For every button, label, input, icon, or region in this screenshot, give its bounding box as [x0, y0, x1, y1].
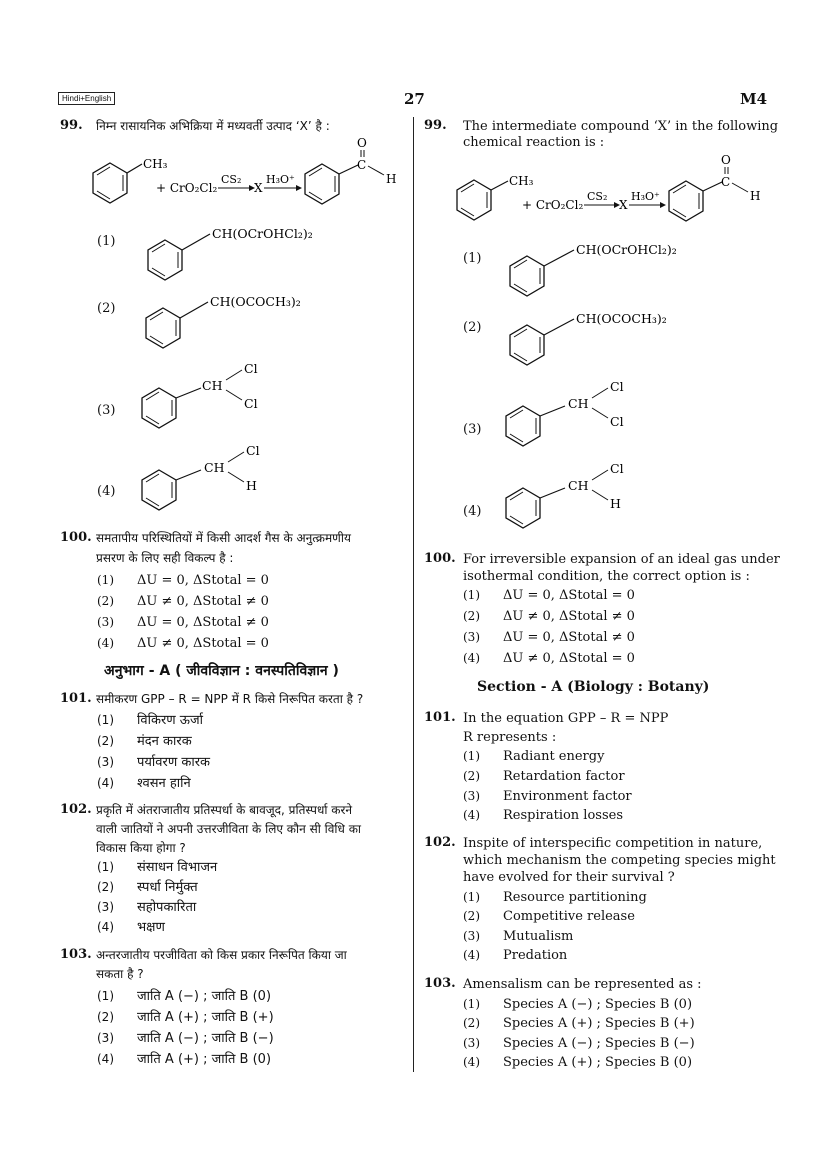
option-number: (4) — [463, 1055, 480, 1069]
question-number: 100. — [60, 530, 92, 545]
booklet-code: M4 — [740, 90, 768, 108]
cl-label: Cl — [246, 443, 260, 458]
option-text: Species A (+) ; Species B (0) — [503, 1055, 693, 1070]
substituent-label: CH(OCrOHCl₂)₂ — [576, 242, 677, 257]
option-structure[interactable] — [502, 236, 742, 306]
option[interactable] — [97, 879, 198, 896]
option-text: ΔU = 0, ΔStotal = 0 — [503, 588, 635, 603]
option[interactable] — [97, 988, 271, 1005]
option[interactable] — [97, 1009, 274, 1026]
option-text: Predation — [503, 948, 568, 963]
option-structure[interactable] — [498, 458, 658, 538]
option[interactable] — [97, 572, 269, 589]
option-text: ΔU ≠ 0, ΔStotal ≠ 0 — [503, 609, 635, 624]
reaction-scheme — [82, 135, 412, 215]
cl-label: Cl — [244, 396, 258, 411]
option[interactable] — [463, 748, 604, 765]
cs2-label: CS₂ — [221, 173, 242, 186]
option[interactable] — [463, 1054, 692, 1071]
option[interactable] — [463, 1035, 695, 1052]
c-label: C — [357, 158, 367, 172]
substituent-label: CH(OCrOHCl₂)₂ — [212, 226, 313, 241]
question-text: R represents : — [463, 730, 557, 745]
option-text: Resource partitioning — [503, 890, 647, 905]
h-label: H — [386, 172, 397, 186]
option-number: (2) — [463, 909, 480, 923]
option-number: (2) — [97, 594, 114, 608]
option[interactable] — [97, 899, 196, 916]
option-number: (2) — [97, 1010, 114, 1024]
question-text: have evolved for their survival ? — [463, 870, 675, 885]
question-text: which mechanism the competing species might — [463, 853, 776, 868]
option-text: जाति A (−) ; जाति B (0) — [137, 989, 272, 1004]
question-text: Amensalism can be represented as : — [463, 977, 702, 992]
question-text: For irreversible expansion of an ideal gas under — [463, 552, 780, 567]
option-number: (1) — [97, 713, 114, 727]
option-text: Retardation factor — [503, 769, 625, 784]
option-number: (4) — [463, 651, 480, 665]
option-structure[interactable] — [134, 440, 294, 520]
option-text: ΔU = 0, ΔStotal ≠ 0 — [137, 615, 269, 630]
option-number: (2) — [463, 609, 480, 623]
substituent-label: CH(OCOCH₃)₂ — [576, 311, 667, 326]
option-structure[interactable] — [498, 376, 658, 456]
option-number: (3) — [463, 1036, 480, 1050]
ch-label: CH — [568, 396, 589, 411]
option-text: ΔU = 0, ΔStotal ≠ 0 — [503, 630, 635, 645]
question-text: chemical reaction is : — [463, 135, 605, 150]
option-text: जाति A (−) ; जाति B (−) — [137, 1031, 274, 1046]
option[interactable] — [463, 608, 635, 625]
ch-label: CH — [204, 460, 225, 475]
option[interactable] — [97, 635, 269, 652]
option-structure[interactable] — [140, 220, 380, 290]
option-number[interactable]: (3) — [463, 422, 482, 437]
option-number[interactable]: (2) — [97, 301, 116, 316]
question-text: The intermediate compound ‘X’ in the following — [463, 119, 779, 134]
o-label: O — [721, 153, 731, 167]
option[interactable] — [463, 587, 635, 604]
option-text: Species A (−) ; Species B (−) — [503, 1036, 695, 1051]
h-label: H — [246, 478, 257, 493]
question-text: सकता है ? — [96, 967, 144, 981]
option-number: (1) — [97, 860, 114, 874]
option-number: (1) — [97, 573, 114, 587]
question-text: Inspite of interspecific competition in nature, — [463, 836, 763, 851]
option[interactable] — [463, 996, 692, 1013]
question-number: 103. — [424, 976, 456, 991]
ch-label: CH — [568, 478, 589, 493]
section-heading: Section - A (Biology : Botany) — [477, 679, 710, 695]
option-number: (4) — [97, 636, 114, 650]
option-number: (4) — [463, 808, 480, 822]
option[interactable] — [463, 650, 635, 667]
option[interactable] — [463, 947, 567, 964]
option-text: ΔU ≠ 0, ΔStotal = 0 — [137, 636, 269, 651]
h3o-label: H₃O⁺ — [631, 190, 660, 203]
option[interactable] — [97, 733, 192, 750]
h-label: H — [610, 496, 621, 511]
option-text: ΔU ≠ 0, ΔStotal = 0 — [503, 651, 635, 666]
option-text: भक्षण — [137, 920, 165, 935]
question-number: 100. — [424, 551, 456, 566]
o-label: O — [357, 136, 367, 150]
ch-label: CH — [202, 378, 223, 393]
question-text: प्रकृति में अंतराजातीय प्रतिस्पर्धा के बावजूद, प्रतिस्पर्धा करने — [96, 803, 353, 817]
option-number: (3) — [463, 630, 480, 644]
option[interactable] — [463, 768, 625, 785]
h-label: H — [750, 189, 761, 203]
option[interactable] — [463, 1015, 695, 1032]
option[interactable] — [463, 629, 635, 646]
option[interactable] — [97, 859, 217, 876]
question-text: निम्न रासायनिक अभिक्रिया में मध्यवर्ती उत्पाद ‘X’ है : — [96, 119, 330, 133]
option-text: जाति A (+) ; जाति B (+) — [137, 1010, 274, 1025]
option-text: स्पर्धा निर्मुक्त — [137, 880, 198, 895]
option-number: (3) — [463, 789, 480, 803]
option-number: (3) — [463, 929, 480, 943]
cs2-label: CS₂ — [587, 190, 608, 203]
option[interactable] — [463, 889, 647, 906]
h3o-label: H₃O⁺ — [266, 173, 295, 186]
question-number: 101. — [60, 691, 92, 706]
option-text: Respiration losses — [503, 808, 624, 823]
option-structure[interactable] — [138, 288, 378, 358]
option-number[interactable]: (3) — [97, 403, 116, 418]
cl-label: Cl — [610, 379, 624, 394]
question-number: 103. — [60, 947, 92, 962]
ch3-label: CH₃ — [509, 174, 534, 188]
question-text: isothermal condition, the correct option is : — [463, 569, 750, 584]
option-number: (2) — [463, 769, 480, 783]
option-number: (3) — [97, 1031, 114, 1045]
question-number: 102. — [60, 802, 92, 817]
option-text: Species A (−) ; Species B (0) — [503, 997, 693, 1012]
option-text: जाति A (+) ; जाति B (0) — [137, 1052, 272, 1067]
cl-label: Cl — [610, 461, 624, 476]
question-text: विकास किया होगा ? — [96, 841, 186, 855]
option[interactable] — [97, 712, 203, 729]
option-number[interactable]: (1) — [463, 251, 482, 266]
question-number: 101. — [424, 710, 456, 725]
question-number: 99. — [424, 118, 447, 133]
x-label: X — [254, 181, 263, 195]
option[interactable] — [463, 928, 573, 945]
option-number: (3) — [97, 755, 114, 769]
cl-label: Cl — [610, 414, 624, 429]
option-number: (4) — [463, 948, 480, 962]
ch3-label: CH₃ — [143, 157, 168, 171]
option-number: (4) — [97, 776, 114, 790]
reagent-label: + CrO₂Cl₂ — [156, 181, 218, 195]
option-text: Species A (+) ; Species B (+) — [503, 1016, 695, 1031]
column-divider — [413, 117, 414, 1072]
option-number: (3) — [97, 615, 114, 629]
question-text: अन्तरजातीय परजीविता को किस प्रकार निरूपित किया जा — [96, 948, 347, 962]
option-text: Radiant energy — [503, 749, 605, 764]
page-number: 27 — [404, 90, 425, 108]
question-text: प्रसरण के लिए सही विकल्प है : — [96, 551, 234, 565]
option[interactable] — [97, 593, 269, 610]
option-text: संसाधन विभाजन — [137, 860, 218, 875]
option-text: ΔU ≠ 0, ΔStotal ≠ 0 — [137, 594, 269, 609]
question-text: समतापीय परिस्थितियों में किसी आदर्श गैस के अनुत्क्रमणीय — [96, 531, 351, 545]
c-label: C — [721, 175, 731, 189]
language-tag: Hindi+English — [58, 92, 115, 105]
option-text: ΔU = 0, ΔStotal = 0 — [137, 573, 269, 588]
option-number[interactable]: (2) — [463, 320, 482, 335]
option-structure[interactable] — [502, 305, 742, 375]
option[interactable] — [463, 807, 623, 824]
question-text: वाली जातियों ने अपनी उत्तरजीविता के लिए कौन सी विधि का — [96, 822, 362, 836]
section-heading: अनुभाग - A ( जीवविज्ञान : वनस्पतिविज्ञान ) — [104, 663, 339, 679]
option-number: (4) — [97, 920, 114, 934]
question-text: In the equation GPP – R = NPP — [463, 711, 669, 726]
option-number[interactable]: (4) — [463, 504, 482, 519]
option-number: (1) — [463, 588, 480, 602]
option-number: (2) — [97, 880, 114, 894]
reaction-scheme — [446, 152, 776, 232]
option-text: Mutualism — [503, 929, 574, 944]
substituent-label: CH(OCOCH₃)₂ — [210, 294, 301, 309]
option-number[interactable]: (1) — [97, 234, 116, 249]
option[interactable] — [97, 919, 165, 936]
option-text: Competitive release — [503, 909, 635, 924]
question-number: 99. — [60, 118, 83, 133]
option-number[interactable]: (4) — [97, 484, 116, 499]
option-number: (2) — [97, 734, 114, 748]
question-number: 102. — [424, 835, 456, 850]
x-label: X — [619, 198, 628, 212]
option-text: पर्यावरण कारक — [137, 755, 211, 770]
option-text: मंदन कारक — [137, 734, 192, 749]
option-number: (1) — [463, 749, 480, 763]
cl-label: Cl — [244, 361, 258, 376]
option-number: (1) — [97, 989, 114, 1003]
option[interactable] — [463, 788, 632, 805]
question-text: समीकरण GPP – R = NPP में R किसे निरूपित करता है ? — [96, 692, 364, 706]
option[interactable] — [97, 1030, 274, 1047]
option-number: (2) — [463, 1016, 480, 1030]
option[interactable] — [463, 908, 635, 925]
option-number: (1) — [463, 997, 480, 1011]
option-number: (1) — [463, 890, 480, 904]
option-text: विकिरण ऊर्जा — [137, 713, 204, 728]
option-number: (3) — [97, 900, 114, 914]
option-number: (4) — [97, 1052, 114, 1066]
option-text: श्वसन हानि — [137, 776, 191, 791]
option[interactable] — [97, 754, 210, 771]
option-text: Environment factor — [503, 789, 632, 804]
option[interactable] — [97, 775, 191, 792]
option-text: सहोपकारिता — [137, 900, 197, 915]
option-structure[interactable] — [134, 358, 294, 438]
reagent-label: + CrO₂Cl₂ — [522, 198, 584, 212]
option[interactable] — [97, 1051, 271, 1068]
option[interactable] — [97, 614, 269, 631]
